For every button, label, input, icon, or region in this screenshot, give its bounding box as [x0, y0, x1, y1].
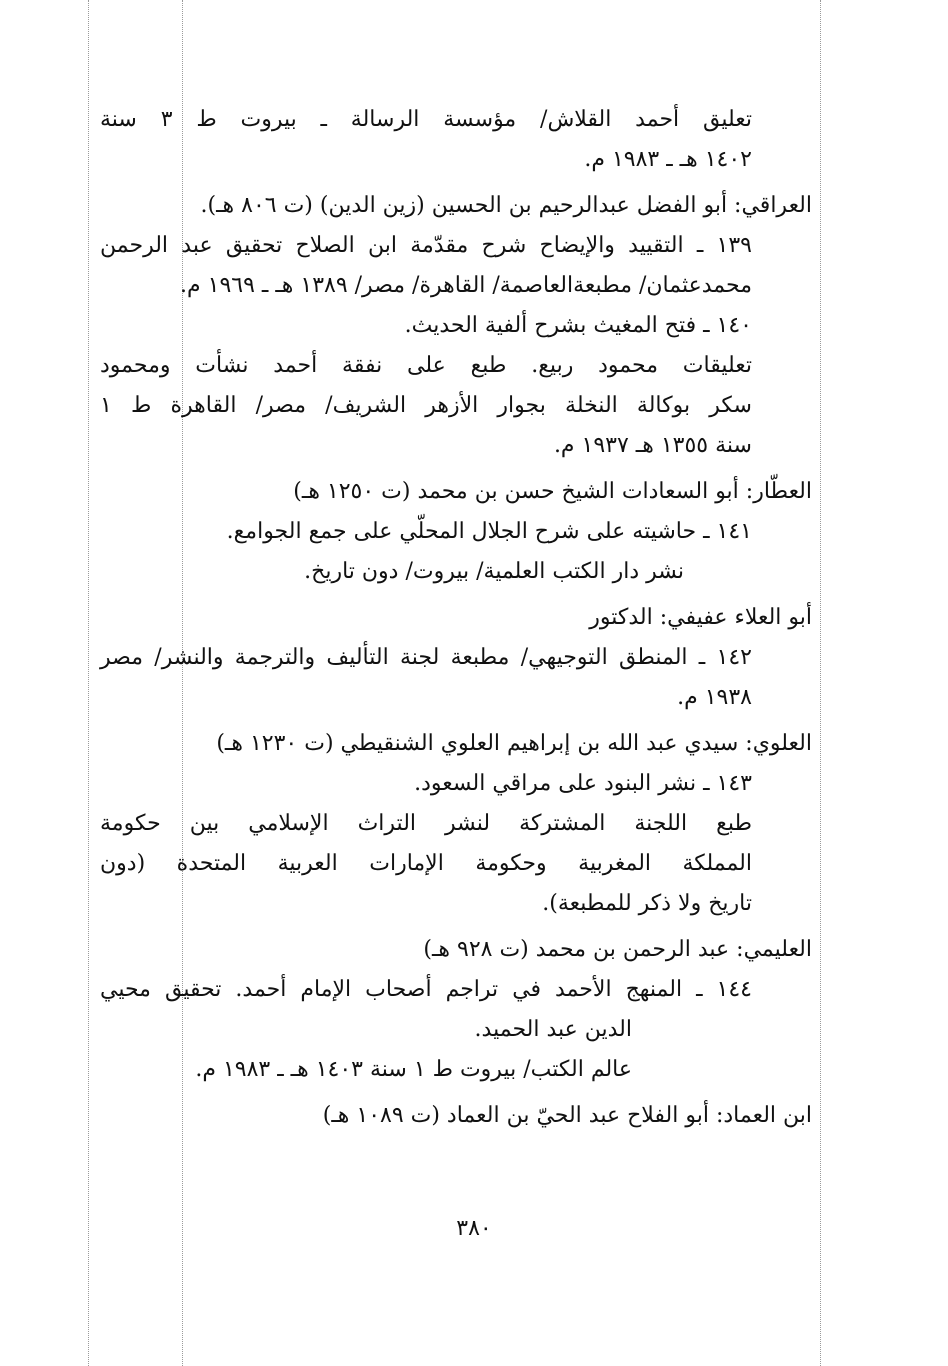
text-line: الدين عبد الحميد. — [474, 1017, 632, 1042]
text-line: ١٤٠٢ هـ ـ ١٩٨٣ م. — [584, 147, 752, 172]
entry-line: ١٣٩ ـ التقييد والإيضاح شرح مقدّمة ابن الصلاح تحقيق عبد الرحمن — [100, 233, 752, 258]
entry-line: ١٤٢ ـ المنطق التوجيهي/ مطبعة لجنة التأليف والترجمة والنشر/ مصر — [100, 645, 752, 670]
text-line: تاريخ ولا ذكر للمطبعة). — [542, 891, 752, 916]
author-heading: العطّار: أبو السعادات الشيخ حسن بن محمد (ت ١٢٥٠ هـ) — [293, 479, 812, 504]
author-heading: العليمي: عبد الرحمن بن محمد (ت ٩٢٨ هـ) — [423, 937, 812, 962]
margin-guide-right — [820, 0, 821, 1366]
text-line: طبع اللجنة المشتركة لنشر التراث الإسلامي بين حكومة — [100, 811, 752, 836]
author-heading: ابن العماد: أبو الفلاح عبد الحيّ بن العماد (ت ١٠٨٩ هـ) — [322, 1103, 812, 1128]
author-heading: العلوي: سيدي عبد الله بن إبراهيم العلوي الشنقيطي (ت ١٢٣٠ هـ) — [216, 731, 812, 756]
text-line: نشر دار الكتب العلمية/ بيروت/ دون تاريخ. — [304, 559, 684, 584]
text-line: سكر بوكالة النخلة بجوار الأزهر الشريف/ مصر/ القاهرة ط ١ — [100, 393, 752, 418]
entry-line: ١٤٤ ـ المنهج الأحمد في تراجم أصحاب الإمام أحمد. تحقيق محيي — [100, 977, 752, 1002]
entry-line: ١٤٠ ـ فتح المغيث بشرح ألفية الحديث. — [404, 313, 752, 338]
text-line: تعليق أحمد القلاش/ مؤسسة الرسالة ـ بيروت ط ٣ سنة — [100, 107, 752, 132]
author-heading: العراقي: أبو الفضل عبدالرحيم بن الحسين (زين الدين) (ت ٨٠٦ هـ). — [200, 193, 812, 218]
text-line: ١٩٣٨ م. — [677, 685, 752, 710]
text-line: سنة ١٣٥٥ هـ ١٩٣٧ م. — [553, 433, 752, 458]
text-line: تعليقات محمود ربيع. طبع على نفقة أحمد نشأت ومحمود — [100, 353, 752, 378]
author-heading: أبو العلاء عفيفي: الدكتور — [589, 605, 812, 630]
text-line: المملكة المغربية وحكومة الإمارات العربية المتحدة (دون — [100, 851, 752, 876]
text-line: عالم الكتب/ بيروت ط ١ سنة ١٤٠٣ هـ ـ ١٩٨٣ م. — [195, 1057, 632, 1082]
entry-line: ١٤٣ ـ نشر البنود على مراقي السعود. — [414, 771, 752, 796]
document-page — [100, 100, 812, 1136]
entry-line: ١٤١ ـ حاشيته على شرح الجلال المحلّي على جمع الجوامع. — [226, 519, 752, 544]
text-line: محمدعثمان/ مطبعةالعاصمة/ القاهرة/ مصر/ ١٣٨٩ هـ ـ ١٩٦٩ م. — [180, 273, 752, 298]
page-number: ٣٨٠ — [456, 1216, 492, 1241]
margin-guide-left — [88, 0, 89, 1366]
